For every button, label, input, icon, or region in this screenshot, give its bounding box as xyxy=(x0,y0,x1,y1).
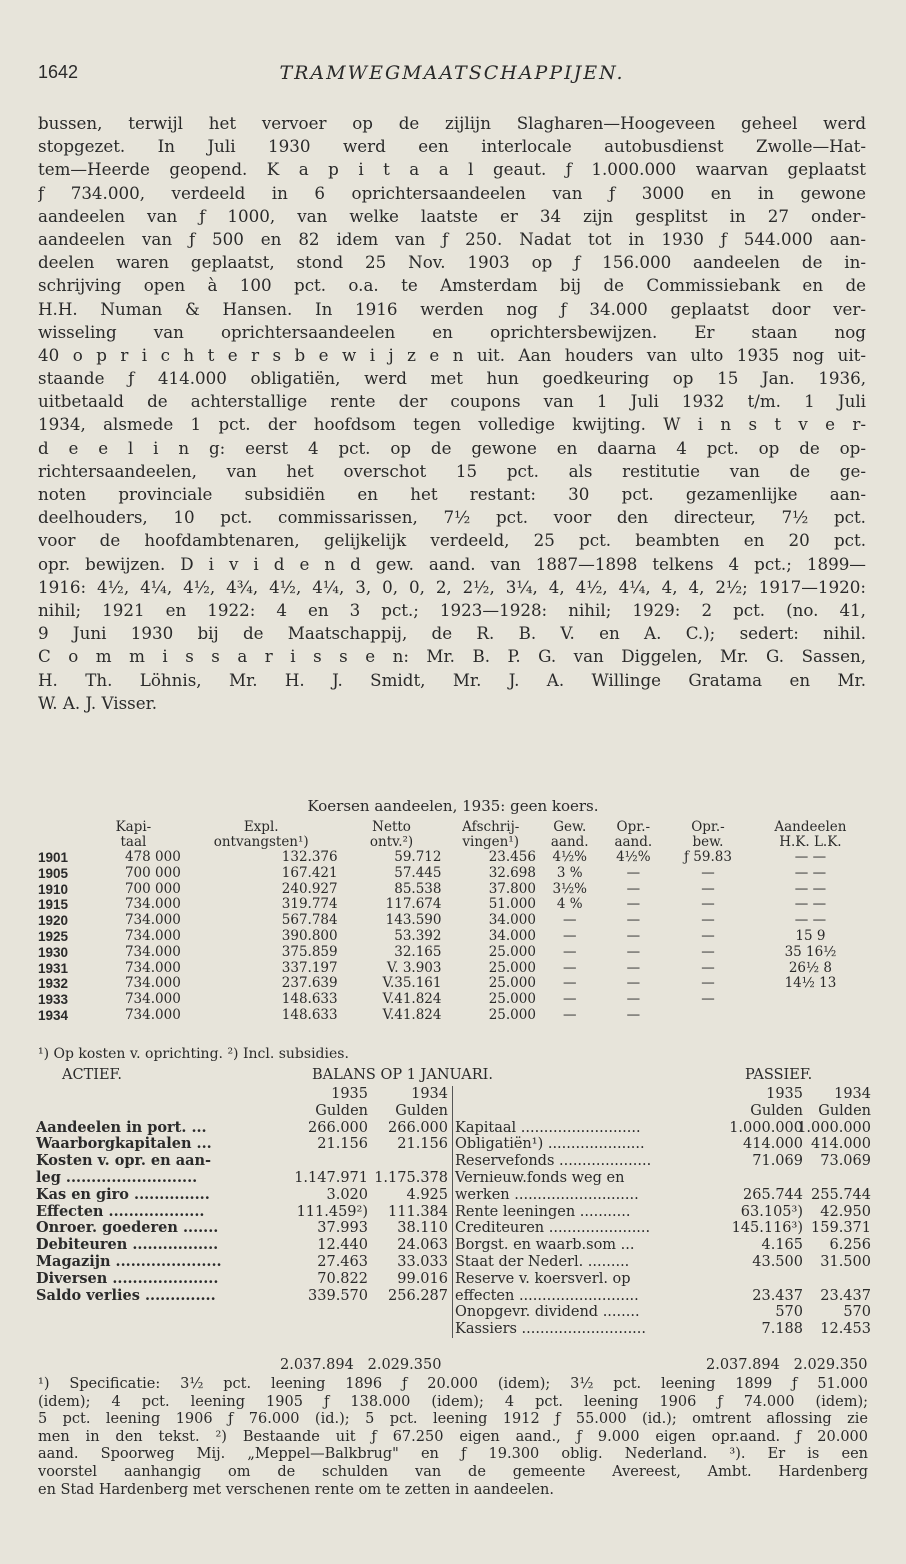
table-row xyxy=(36,992,870,1008)
table-cell: 700 000 xyxy=(124,864,181,881)
balans-value: 265.744 xyxy=(743,1186,803,1203)
table-cell: 85.538 xyxy=(394,880,442,897)
table-cell: — xyxy=(626,959,641,976)
table-cell: — xyxy=(626,943,641,960)
table-cell xyxy=(751,1008,870,1024)
balans-value: 414.000 xyxy=(811,1136,871,1153)
table-cell: 478 000 xyxy=(124,849,181,865)
table-cell: — xyxy=(701,896,715,913)
table-cell: 337.197 xyxy=(281,959,338,976)
table-cell: 237.639 xyxy=(281,975,338,992)
balans-row xyxy=(453,1220,873,1237)
body-line: deelhouders, 10 pct. commissarissen, 7½ pct. voor den directeur, 7½ pct. xyxy=(38,507,866,528)
balans-label: Aandeelen in port. ... xyxy=(36,1118,207,1136)
balans-value: 266.000 xyxy=(388,1119,448,1136)
table-cell: — — xyxy=(794,912,827,929)
column-header: Kapi- xyxy=(115,819,152,835)
balans-value: 71.069 xyxy=(752,1153,803,1170)
balans-value: 1934 xyxy=(834,1086,871,1102)
table-cell: 23.456 xyxy=(488,849,536,865)
body-line: H.H. Numan & Hansen. In 1916 werden nog ƒ 34.000 geplaatst door ver- xyxy=(38,298,866,319)
table-cell: — xyxy=(626,975,641,992)
table-cell: — xyxy=(626,912,641,929)
balans-value: 99.016 xyxy=(397,1270,448,1287)
balans-value: 63.105³) xyxy=(740,1203,803,1220)
balans-row xyxy=(36,1120,450,1137)
table-cell: 32.165 xyxy=(394,943,442,960)
balans-value: 570 xyxy=(843,1304,871,1321)
balans-head-row xyxy=(453,1103,873,1120)
table-cell: 734.000 xyxy=(124,975,181,992)
balans-value: 73.069 xyxy=(820,1153,871,1170)
table-row xyxy=(36,897,870,913)
balans-label: Waarborgkapitalen ... xyxy=(36,1135,212,1153)
note-line: men in den tekst. ²) Bestaande uit ƒ 67.250 eigen aand., ƒ 9.000 eigen opr.aand. ƒ 20.000 xyxy=(38,1428,868,1445)
table-row xyxy=(36,1008,870,1024)
balans-row xyxy=(453,1170,873,1187)
balans-head-row xyxy=(36,1086,450,1103)
page-number: 1642 xyxy=(38,62,79,82)
balans-label: Vernieuw.fonds weg en xyxy=(455,1169,625,1186)
balans-value: Gulden xyxy=(315,1102,368,1119)
body-line: 9 Juni 1930 bij de Maatschappij, de R. B. V. en A. C.); sedert: nihil. xyxy=(38,623,866,644)
balans-row xyxy=(36,1220,450,1237)
table-cell: 734.000 xyxy=(124,991,181,1008)
column-header-sub: taal xyxy=(120,834,147,850)
body-line: 40 o p r i c h t e r s b e w i j z e n uit. Aan houders van ulto 1935 nog uit- xyxy=(38,344,866,365)
table-cell: — xyxy=(626,880,641,897)
table-cell: 57.445 xyxy=(394,864,442,881)
table-cell: — — xyxy=(794,880,827,897)
balans-label: Staat der Nederl. ......... xyxy=(455,1253,630,1270)
table-cell: 319.774 xyxy=(281,896,338,913)
table-cell: — xyxy=(562,975,577,992)
table-cell: — xyxy=(701,927,715,944)
table-cell: 34.000 xyxy=(488,927,536,944)
body-line: bussen, terwijl het vervoer op de zijlijn Slagharen—Hoogeveen geheel werd xyxy=(38,113,866,133)
balans-row xyxy=(36,1136,450,1153)
balans-value: 3.020 xyxy=(326,1186,368,1203)
balans-head-row xyxy=(453,1086,873,1103)
balans-value: 145.116³) xyxy=(731,1220,803,1237)
table-row xyxy=(36,913,870,929)
balans-row xyxy=(453,1254,873,1271)
balans-row xyxy=(453,1120,873,1137)
table-cell: — — xyxy=(794,864,827,881)
balans-value: 1.000.000 xyxy=(797,1119,871,1136)
table-cell: 26½ 8 xyxy=(788,959,832,976)
table-cell: 35 16½ xyxy=(784,943,837,960)
table-cell: 132.376 xyxy=(281,849,338,865)
koersen-footnote: ¹) Op kosten v. oprichting. ²) Incl. subsidies. xyxy=(38,1046,349,1062)
body-line: 1934, alsmede 1 pct. der hoofdsom tegen volledige kwijting. W i n s t v e r- xyxy=(38,414,866,435)
balans-label: effecten .......................... xyxy=(455,1287,639,1304)
note-line: 5 pct. leening 1906 ƒ 76.000 (id.); 5 pct. leening 1912 ƒ 55.000 (id.); omtrent aflossing zie xyxy=(38,1411,868,1428)
table-cell: 1920 xyxy=(38,913,69,929)
table-cell: V. 3.903 xyxy=(386,959,442,976)
body-line: tem—Heerde geopend. K a p i t a a l geaut. ƒ 1.000.000 waarvan geplaatst xyxy=(38,159,866,180)
balans-value: Gulden xyxy=(395,1102,448,1119)
balans-value: 43.500 xyxy=(752,1253,803,1270)
balans-value: 42.950 xyxy=(820,1203,871,1220)
column-header xyxy=(36,820,84,835)
balans-row xyxy=(36,1187,450,1204)
balans-value: 33.033 xyxy=(397,1253,448,1270)
note-line: aand. Spoorweg Mij. „Meppel—Balkbrug" en ƒ 19.300 oblig. Nederland. ³). Er is een xyxy=(38,1446,868,1463)
table-cell: 3½% xyxy=(552,880,587,897)
column-header: Expl. xyxy=(243,819,279,835)
balans-value: 570 xyxy=(775,1304,803,1321)
table-row xyxy=(36,850,870,866)
table-cell: — xyxy=(562,943,577,960)
balans-head-row xyxy=(36,1103,450,1120)
table-cell: 734.000 xyxy=(124,912,181,929)
actief-label: ACTIEF. xyxy=(62,1067,122,1083)
body-line: richtersaandeelen, van het overschot 15 pct. als restitutie van de ge- xyxy=(38,460,866,481)
table-cell: — xyxy=(701,864,715,881)
balans-label: Reservefonds .................... xyxy=(455,1153,652,1170)
balans-row xyxy=(453,1153,873,1170)
note-line: (idem); 4 pct. leening 1905 ƒ 138.000 (idem); 4 pct. leening 1906 ƒ 74.000 (idem); xyxy=(38,1393,868,1410)
balans-row xyxy=(453,1237,873,1254)
body-line: ƒ 734.000, verdeeld in 6 oprichtersaandeelen van ƒ 3000 en in gewone xyxy=(38,182,866,203)
table-cell: — xyxy=(626,927,641,944)
page-title: TRAMWEGMAATSCHAPPIJEN. xyxy=(279,62,625,84)
passief-total-1935: 2.037.894 xyxy=(706,1357,780,1373)
table-cell: 143.590 xyxy=(385,912,442,929)
body-line: W. A. J. Visser. xyxy=(38,692,158,713)
body-line: C o m m i s s a r i s s e n: Mr. B. P. G. van Diggelen, Mr. G. Sassen, xyxy=(38,646,866,667)
body-line: nihil; 1921 en 1922: 4 en 3 pct.; 1923—1928: nihil; 1929: 2 pct. (no. 41, xyxy=(38,599,866,620)
balans-value: 1935 xyxy=(766,1086,803,1102)
table-cell: 240.927 xyxy=(281,880,338,897)
note-line: en Stad Hardenberg met verschenen rente om te zetten in aandeelen. xyxy=(38,1481,554,1498)
balans-label: Kassiers ........................... xyxy=(455,1321,647,1338)
balans-row xyxy=(36,1288,450,1305)
column-header: Gew. xyxy=(553,819,587,835)
balans-row xyxy=(36,1170,450,1187)
balans-row xyxy=(36,1237,450,1254)
actief-totals xyxy=(280,1357,441,1373)
table-cell: 700 000 xyxy=(124,880,181,897)
table-cell: 1933 xyxy=(38,992,69,1008)
table-cell: 25.000 xyxy=(488,975,536,992)
balans-row xyxy=(36,1271,450,1288)
balans-label: Diversen ..................... xyxy=(36,1269,219,1287)
balans-label: Crediteuren ...................... xyxy=(455,1220,651,1237)
table-cell: 167.421 xyxy=(281,864,338,881)
table-cell: — xyxy=(562,991,577,1008)
table-cell: 734.000 xyxy=(124,959,181,976)
table-cell: — xyxy=(626,896,641,913)
passief-label: PASSIEF. xyxy=(745,1067,813,1083)
actief-total-1935: 2.037.894 xyxy=(280,1357,354,1373)
body-line: aandeelen van ƒ 1000, van welke laatste er 34 zijn gesplitst in 27 onder- xyxy=(38,205,866,226)
balans-value: 1.000.000 xyxy=(729,1119,803,1136)
balans-value: 38.110 xyxy=(397,1220,448,1237)
table-cell: — xyxy=(701,975,715,992)
balans-value: Gulden xyxy=(750,1102,803,1119)
table-cell: 59.712 xyxy=(394,849,442,865)
table-cell: — xyxy=(626,991,641,1008)
table-cell: 148.633 xyxy=(281,991,338,1008)
balans-row xyxy=(453,1304,873,1321)
table-row xyxy=(36,961,870,977)
balans-value: 1.147.971 xyxy=(294,1169,368,1186)
table-cell: 32.698 xyxy=(488,864,536,881)
balans-label: Kosten v. opr. en aan- xyxy=(36,1152,212,1170)
balans-row xyxy=(453,1321,873,1338)
column-header-sub: aand. xyxy=(550,834,589,850)
balans-value: 4.925 xyxy=(406,1186,448,1203)
balans-value: 4.165 xyxy=(761,1237,803,1254)
table-cell: — xyxy=(562,1006,577,1023)
table-cell: 15 9 xyxy=(795,927,826,944)
table-cell: — xyxy=(562,912,577,929)
table-cell: ƒ 59.83 xyxy=(684,849,732,865)
table-cell: 734.000 xyxy=(124,927,181,944)
koersen-table xyxy=(36,820,870,1024)
balans-row xyxy=(36,1204,450,1221)
balans-row xyxy=(36,1254,450,1271)
balans-label: Onopgevr. dividend ........ xyxy=(455,1304,640,1321)
table-cell: 1901 xyxy=(38,850,69,865)
column-header: Aandeelen xyxy=(774,819,847,835)
balans-label: Kapitaal .......................... xyxy=(455,1119,641,1136)
column-header: Afschrij- xyxy=(462,819,520,835)
table-cell: — xyxy=(626,864,641,881)
body-text xyxy=(38,112,866,715)
table-cell: — xyxy=(701,880,715,897)
table-cell: 4½% xyxy=(616,849,651,865)
table-row xyxy=(36,929,870,945)
balans-value: 21.156 xyxy=(317,1136,368,1153)
balans-value: 1.175.378 xyxy=(374,1169,448,1186)
table-cell: — xyxy=(701,991,715,1008)
body-line: aandeelen van ƒ 500 en 82 idem van ƒ 250. Nadat tot in 1930 ƒ 544.000 aan- xyxy=(38,228,866,249)
table-cell: 1910 xyxy=(38,881,69,897)
table-cell: V.41.824 xyxy=(382,991,442,1008)
table-cell: 4½% xyxy=(552,849,587,865)
column-header-sub: ontv.²) xyxy=(369,834,414,850)
koersen-title: Koersen aandeelen, 1935: geen koers. xyxy=(307,797,599,815)
table-cell: V.35.161 xyxy=(382,975,442,992)
balans-row xyxy=(453,1271,873,1288)
balans-row xyxy=(36,1153,450,1170)
table-cell: 734.000 xyxy=(124,896,181,913)
balans-label: werken ........................... xyxy=(455,1186,639,1203)
balans-value: 31.500 xyxy=(820,1253,871,1270)
balans-value: 339.570 xyxy=(308,1287,368,1304)
balans-label: Kas en giro ............... xyxy=(36,1185,210,1203)
balans-row xyxy=(453,1204,873,1221)
table-cell: 25.000 xyxy=(488,959,536,976)
column-header-sub: bew. xyxy=(692,834,724,850)
table-cell: 51.000 xyxy=(488,896,536,913)
table-cell: 117.674 xyxy=(385,896,442,913)
balans-title: BALANS OP 1 JANUARI. xyxy=(312,1067,494,1083)
table-cell: — xyxy=(701,912,715,929)
balans-value: Gulden xyxy=(818,1102,871,1119)
balans-value: 23.437 xyxy=(752,1287,803,1304)
table-cell: 390.800 xyxy=(281,927,338,944)
body-line: voor de hoofdambtenaren, gelijkelijk verdeeld, 25 pct. beambten en 20 pct. xyxy=(38,530,866,551)
passief-total-1934: 2.029.350 xyxy=(793,1357,868,1373)
column-header-sub: vingen¹) xyxy=(462,834,520,850)
column-header-sub: ontvangsten¹) xyxy=(213,834,309,850)
balans-value: 414.000 xyxy=(743,1136,803,1153)
table-cell: — xyxy=(626,1006,641,1023)
table-cell: 567.784 xyxy=(281,912,338,929)
column-header: Netto xyxy=(372,819,411,835)
balans-value: 1935 xyxy=(331,1086,368,1102)
balans-row xyxy=(453,1288,873,1305)
table-cell: 1934 xyxy=(38,1007,69,1023)
note-line: voorstel aanhangig om de schulden van de gemeente Avereest, Ambt. Hardenberg xyxy=(38,1463,868,1480)
balans-value: 111.459²) xyxy=(296,1203,368,1220)
balans-value: 7.188 xyxy=(761,1321,803,1338)
balans-value: 21.156 xyxy=(397,1136,448,1153)
balans-value: 1934 xyxy=(411,1086,448,1102)
balans-label: Onroer. goederen ....... xyxy=(36,1219,219,1237)
body-line: H. Th. Löhnis, Mr. H. J. Smidt, Mr. J. A. Willinge Gratama en Mr. xyxy=(38,669,866,690)
table-cell: 1915 xyxy=(38,897,69,913)
balans-notes xyxy=(38,1376,868,1499)
balans-value: 256.287 xyxy=(388,1287,448,1304)
body-line: deelen waren geplaatst, stond 25 Nov. 1903 op ƒ 156.000 aandeelen de in- xyxy=(38,252,866,273)
table-cell xyxy=(751,992,870,1008)
page-header xyxy=(38,62,866,92)
balans-label: Magazijn ..................... xyxy=(36,1252,222,1270)
table-cell: 1930 xyxy=(38,944,69,960)
table-cell: 37.800 xyxy=(488,880,536,897)
balans-value: 37.993 xyxy=(317,1220,368,1237)
body-line: d e e l i n g: eerst 4 pct. op de gewone en daarna 4 pct. op de op- xyxy=(38,437,866,458)
balans-value: 6.256 xyxy=(829,1237,871,1254)
body-line: wisseling van oprichtersaandeelen en oprichtersbewijzen. Er staan nog xyxy=(38,321,866,342)
table-row xyxy=(36,866,870,882)
actief-total-1934: 2.029.350 xyxy=(367,1357,442,1373)
table-cell: — — xyxy=(794,849,827,865)
table-row xyxy=(36,976,870,992)
table-cell: — — xyxy=(794,896,827,913)
body-line: uitbetaald de achterstallige rente der coupons van 1 Juli 1932 t/m. 1 Juli xyxy=(38,391,866,412)
balans-value: 12.440 xyxy=(317,1237,368,1254)
body-line: stopgezet. In Juli 1930 werd een interlocale autobusdienst Zwolle—Hat- xyxy=(38,136,866,157)
balans-value: 23.437 xyxy=(820,1287,871,1304)
table-cell: 1905 xyxy=(38,865,69,881)
passief-totals xyxy=(706,1357,867,1373)
table-cell: — xyxy=(562,959,577,976)
note-line: ¹) Specificatie: 3½ pct. leening 1896 ƒ 20.000 (idem); 3½ pct. leening 1899 ƒ 51.000 xyxy=(38,1376,868,1392)
balans-value: 266.000 xyxy=(308,1119,368,1136)
balans-actief xyxy=(36,1086,450,1304)
balans-row xyxy=(453,1136,873,1153)
balans-value: 12.453 xyxy=(820,1321,871,1338)
table-cell: 1925 xyxy=(38,928,69,944)
table-cell: 1931 xyxy=(38,960,69,976)
balans-label: Effecten ................... xyxy=(36,1202,205,1220)
balans-value: 255.744 xyxy=(811,1186,871,1203)
balans-value: 111.384 xyxy=(388,1203,448,1220)
balans-label: Rente leeningen ........... xyxy=(455,1203,631,1220)
column-header: Opr.- xyxy=(691,819,725,835)
balans-value: 24.063 xyxy=(397,1237,448,1254)
column-header-sub: H.K. L.K. xyxy=(779,834,842,850)
table-cell: 375.859 xyxy=(281,943,338,960)
body-line: schrijving open à 100 pct. o.a. te Amsterdam bij de Commissiebank en de xyxy=(38,275,866,296)
table-cell: 25.000 xyxy=(488,991,536,1008)
table-cell: 25.000 xyxy=(488,943,536,960)
table-cell: 1932 xyxy=(38,976,69,992)
column-header-sub xyxy=(36,835,84,850)
balans-label: Reserve v. koersverl. op xyxy=(455,1270,631,1287)
table-cell: 25.000 xyxy=(488,1006,536,1023)
body-line: noten provinciale subsidiën en het restant: 30 pct. gezamenlijke aan- xyxy=(38,484,866,504)
table-cell: 34.000 xyxy=(488,912,536,929)
balans-label: leg .......................... xyxy=(36,1168,198,1186)
table-cell: V.41.824 xyxy=(382,1006,442,1023)
table-cell: — xyxy=(562,927,577,944)
balans-row xyxy=(453,1187,873,1204)
balans-label: Saldo verlies .............. xyxy=(36,1286,216,1304)
table-cell: 14½ 13 xyxy=(784,975,837,992)
balans-value: 159.371 xyxy=(811,1220,871,1237)
balans-label: Obligatiën¹) ..................... xyxy=(455,1136,645,1153)
table-cell: — xyxy=(701,943,715,960)
table-cell xyxy=(665,1008,751,1024)
table-cell: — xyxy=(701,959,715,976)
table-cell: 3 % xyxy=(556,864,583,881)
table-row xyxy=(36,882,870,898)
table-cell: 53.392 xyxy=(394,927,442,944)
table-row xyxy=(36,945,870,961)
balans-label: Debiteuren ................. xyxy=(36,1236,219,1254)
balans-value: 70.822 xyxy=(317,1270,368,1287)
body-line: staande ƒ 414.000 obligatiën, werd met hun goedkeuring op 15 Jan. 1936, xyxy=(38,368,866,389)
balans-value: 27.463 xyxy=(317,1253,368,1270)
balans-label: Borgst. en waarb.som ... xyxy=(455,1237,635,1254)
balans-passief xyxy=(452,1086,873,1338)
table-cell: 4 % xyxy=(556,896,583,913)
table-cell: 734.000 xyxy=(124,943,181,960)
column-header: Opr.- xyxy=(616,819,651,835)
body-line: 1916: 4½, 4¼, 4½, 4¾, 4½, 4¼, 3, 0, 0, 2, 2½, 3¼, 4, 4½, 4¼, 4, 4, 2½; 1917—1920: xyxy=(38,576,866,597)
column-header-sub: aand. xyxy=(614,834,653,850)
table-cell: 734.000 xyxy=(124,1006,181,1023)
body-line: opr. bewijzen. D i v i d e n d gew. aand. van 1887—1898 telkens 4 pct.; 1899— xyxy=(38,553,866,574)
table-cell: 148.633 xyxy=(281,1006,338,1023)
